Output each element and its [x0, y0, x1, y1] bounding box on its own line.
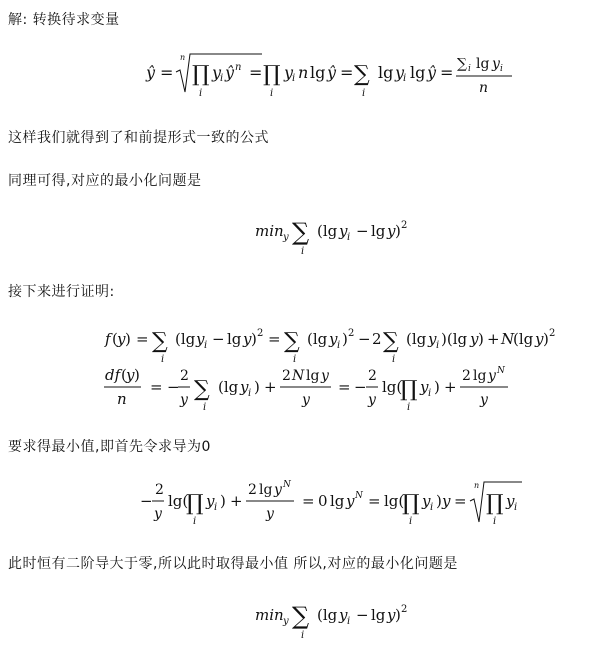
svg-text:∑: ∑ [292, 602, 310, 630]
svg-text:y: y [283, 616, 289, 627]
svg-text:lg: lg [306, 368, 320, 384]
svg-text:∏: ∏ [192, 62, 210, 87]
svg-text:2: 2 [368, 368, 377, 384]
svg-text:i: i [301, 246, 305, 257]
svg-text:∑: ∑ [457, 56, 467, 72]
svg-text:y: y [387, 606, 396, 624]
svg-text:y: y [154, 506, 162, 522]
paragraph-proof: 接下来进行证明: [8, 284, 115, 300]
svg-text:(: ( [112, 330, 118, 348]
svg-text:y: y [196, 330, 205, 348]
svg-text:y: y [346, 492, 355, 510]
svg-text:): ) [220, 492, 226, 510]
svg-text:=: = [368, 492, 381, 510]
svg-text:=: = [160, 63, 174, 82]
svg-text:): ) [434, 378, 440, 396]
svg-text:2: 2 [248, 482, 257, 498]
svg-text:y: y [492, 56, 500, 72]
svg-text:2: 2 [401, 604, 408, 615]
svg-text:i: i [409, 516, 413, 527]
svg-text:y: y [284, 63, 294, 82]
svg-text:=: = [440, 63, 454, 82]
svg-text:i: i [293, 354, 297, 365]
svg-text:n: n [474, 481, 480, 490]
svg-text:(lg: (lg [175, 330, 196, 348]
svg-text:y: y [535, 330, 544, 348]
svg-text:∑: ∑ [284, 329, 300, 354]
svg-text:N: N [355, 491, 363, 501]
svg-text:): ) [543, 330, 549, 348]
paragraph-same-form: 这样我们就得到了和前提形式一致的公式 [8, 130, 269, 146]
svg-text:i: i [468, 64, 471, 74]
svg-text:=: = [340, 63, 354, 82]
svg-text:i: i [301, 630, 305, 641]
svg-text:2: 2 [401, 220, 408, 231]
svg-text:∑: ∑ [383, 329, 399, 354]
svg-text:f: f [105, 330, 111, 348]
svg-text:): ) [254, 378, 260, 396]
svg-text:y: y [480, 392, 488, 408]
svg-text:): ) [478, 330, 484, 348]
svg-text:i: i [362, 88, 366, 99]
svg-text:y: y [283, 232, 289, 243]
svg-text:min: min [255, 222, 284, 240]
svg-text:i: i [493, 516, 497, 527]
svg-text:y: y [488, 368, 496, 384]
svg-text:i: i [347, 616, 351, 627]
svg-text:∏: ∏ [263, 62, 281, 87]
svg-text:i: i [407, 402, 411, 413]
svg-text:i: i [337, 340, 341, 351]
svg-text:+: + [264, 378, 277, 396]
svg-text:(lg: (lg [406, 330, 427, 348]
equation-minimization-2 [0, 594, 605, 644]
svg-text:−: − [140, 492, 153, 510]
svg-text:N: N [497, 366, 505, 376]
svg-text:y: y [212, 63, 222, 82]
svg-text:∏: ∏ [486, 491, 504, 516]
svg-text:−: − [167, 378, 180, 396]
svg-text:lg: lg [227, 330, 242, 348]
svg-text:−: − [212, 330, 225, 348]
svg-text:=: = [249, 63, 263, 82]
svg-text:lg: lg [473, 368, 487, 384]
svg-text:∑: ∑ [292, 218, 310, 246]
paragraph-set-derivative-zero-text: 要求得最小值,即首先令求导为0 [8, 439, 211, 455]
svg-text:i: i [392, 354, 396, 365]
svg-text:2: 2 [372, 330, 382, 348]
svg-text:2: 2 [462, 368, 471, 384]
svg-text:ŷ: ŷ [327, 63, 337, 82]
svg-text:df: df [105, 366, 121, 384]
svg-text:): ) [251, 330, 257, 348]
svg-text:2: 2 [155, 482, 164, 498]
svg-text:y: y [428, 330, 437, 348]
svg-text:lg: lg [371, 222, 386, 240]
svg-text:lg: lg [476, 56, 490, 72]
svg-text:i: i [161, 354, 165, 365]
svg-text:y: y [395, 63, 405, 82]
svg-text:i: i [204, 340, 208, 351]
svg-text:i: i [292, 73, 296, 84]
svg-text:n: n [235, 62, 242, 73]
paragraph-second-derivative: 此时恒有二阶导大于零,所以此时取得最小值 所以,对应的最小化问题是 [8, 556, 458, 572]
svg-text:=: = [454, 492, 467, 510]
svg-text:y: y [302, 392, 310, 408]
svg-text:y: y [274, 482, 282, 498]
svg-text:(lg: (lg [513, 330, 534, 348]
svg-text:min: min [255, 606, 284, 624]
svg-text:+: + [444, 378, 457, 396]
svg-text:∑: ∑ [194, 377, 210, 402]
svg-text:=: = [150, 378, 163, 396]
equation-minimization-1 [0, 210, 605, 258]
svg-text:y: y [240, 378, 249, 396]
svg-text:y: y [368, 392, 376, 408]
svg-text:y: y [506, 492, 515, 510]
svg-text:i: i [214, 502, 218, 513]
equation-objective-expansion [0, 320, 605, 364]
svg-text:ŷ: ŷ [225, 63, 235, 82]
paragraph-set-derivative-zero [8, 437, 211, 457]
paragraph-similarly: 同理可得,对应的最小化问题是 [8, 173, 202, 189]
svg-text:(lg: (lg [218, 378, 239, 396]
paragraph-solution-intro: 解: 转换待求变量 [8, 12, 120, 28]
svg-text:=: = [338, 378, 351, 396]
svg-text:i: i [428, 388, 432, 399]
svg-text:=: = [136, 330, 149, 348]
svg-text:)(lg: )(lg [441, 330, 468, 348]
svg-text:(lg: (lg [307, 330, 328, 348]
svg-text:∑: ∑ [354, 62, 370, 87]
equation-transform-variable [0, 46, 605, 108]
svg-text:(lg: (lg [317, 606, 338, 624]
svg-text:i: i [430, 502, 434, 513]
svg-text:n: n [117, 390, 127, 408]
svg-text:i: i [403, 73, 407, 84]
svg-text:i: i [500, 64, 503, 74]
svg-text:N: N [292, 368, 305, 384]
svg-text:lg: lg [259, 482, 273, 498]
svg-text:(lg: (lg [317, 222, 338, 240]
svg-text:lg: lg [410, 63, 426, 82]
svg-text:+: + [487, 330, 500, 348]
svg-text:y: y [126, 366, 135, 384]
svg-text:lg(: lg( [168, 492, 189, 510]
svg-text:i: i [514, 502, 518, 513]
svg-text:y: y [442, 492, 451, 510]
svg-text:): ) [342, 330, 348, 348]
svg-text:N: N [501, 330, 515, 348]
svg-text:y: y [470, 330, 479, 348]
svg-text:y: y [387, 222, 396, 240]
svg-text:lg(: lg( [384, 492, 405, 510]
svg-text:−: − [358, 330, 371, 348]
svg-text:): ) [125, 330, 131, 348]
svg-text:lg(: lg( [382, 378, 403, 396]
equation-solve-zero-derivative [0, 476, 605, 536]
svg-text:2: 2 [282, 368, 291, 384]
svg-text:(: ( [121, 366, 127, 384]
svg-text:i: i [203, 402, 207, 413]
svg-text:2: 2 [180, 368, 189, 384]
svg-text:y: y [339, 222, 348, 240]
svg-text:n: n [479, 80, 489, 96]
svg-text:∏: ∏ [186, 491, 204, 516]
svg-text:y: y [329, 330, 338, 348]
svg-text:i: i [248, 388, 252, 399]
svg-text:2: 2 [257, 328, 264, 339]
svg-text:): ) [395, 222, 401, 240]
svg-text:i: i [436, 340, 440, 351]
svg-text:=: = [268, 330, 281, 348]
svg-text:+: + [230, 492, 243, 510]
svg-text:y: y [321, 368, 329, 384]
svg-text:y: y [180, 392, 188, 408]
svg-text:N: N [283, 480, 291, 490]
svg-text:): ) [134, 366, 140, 384]
svg-text:y: y [243, 330, 252, 348]
svg-text:−: − [356, 606, 369, 624]
svg-text:y: y [422, 492, 431, 510]
svg-text:2: 2 [549, 328, 556, 339]
svg-text:lg: lg [310, 63, 326, 82]
svg-text:lg: lg [330, 492, 345, 510]
svg-text:i: i [193, 516, 197, 527]
svg-text:0: 0 [318, 492, 328, 510]
svg-text:lg: lg [371, 606, 386, 624]
svg-text:−: − [356, 222, 369, 240]
svg-text:ŷ: ŷ [146, 63, 156, 82]
svg-text:lg: lg [378, 63, 394, 82]
svg-text:y: y [266, 506, 274, 522]
equation-1-text [0, 0, 1, 1]
svg-text:∏: ∏ [402, 491, 420, 516]
svg-text:∏: ∏ [400, 377, 418, 402]
svg-text:2: 2 [348, 328, 355, 339]
svg-text:n: n [180, 53, 186, 62]
svg-text:y: y [206, 492, 215, 510]
svg-text:y: y [339, 606, 348, 624]
svg-text:): ) [436, 492, 442, 510]
svg-text:i: i [199, 88, 203, 99]
svg-text:∑: ∑ [152, 329, 168, 354]
svg-text:n: n [298, 63, 309, 82]
svg-text:i: i [270, 88, 274, 99]
svg-text:−: − [354, 378, 367, 396]
svg-text:y: y [420, 378, 429, 396]
svg-text:): ) [395, 606, 401, 624]
svg-text:ŷ: ŷ [427, 63, 437, 82]
svg-text:i: i [347, 232, 351, 243]
svg-text:=: = [302, 492, 315, 510]
svg-text:y: y [117, 330, 126, 348]
svg-text:i: i [220, 73, 224, 84]
equation-derivative [0, 364, 605, 414]
